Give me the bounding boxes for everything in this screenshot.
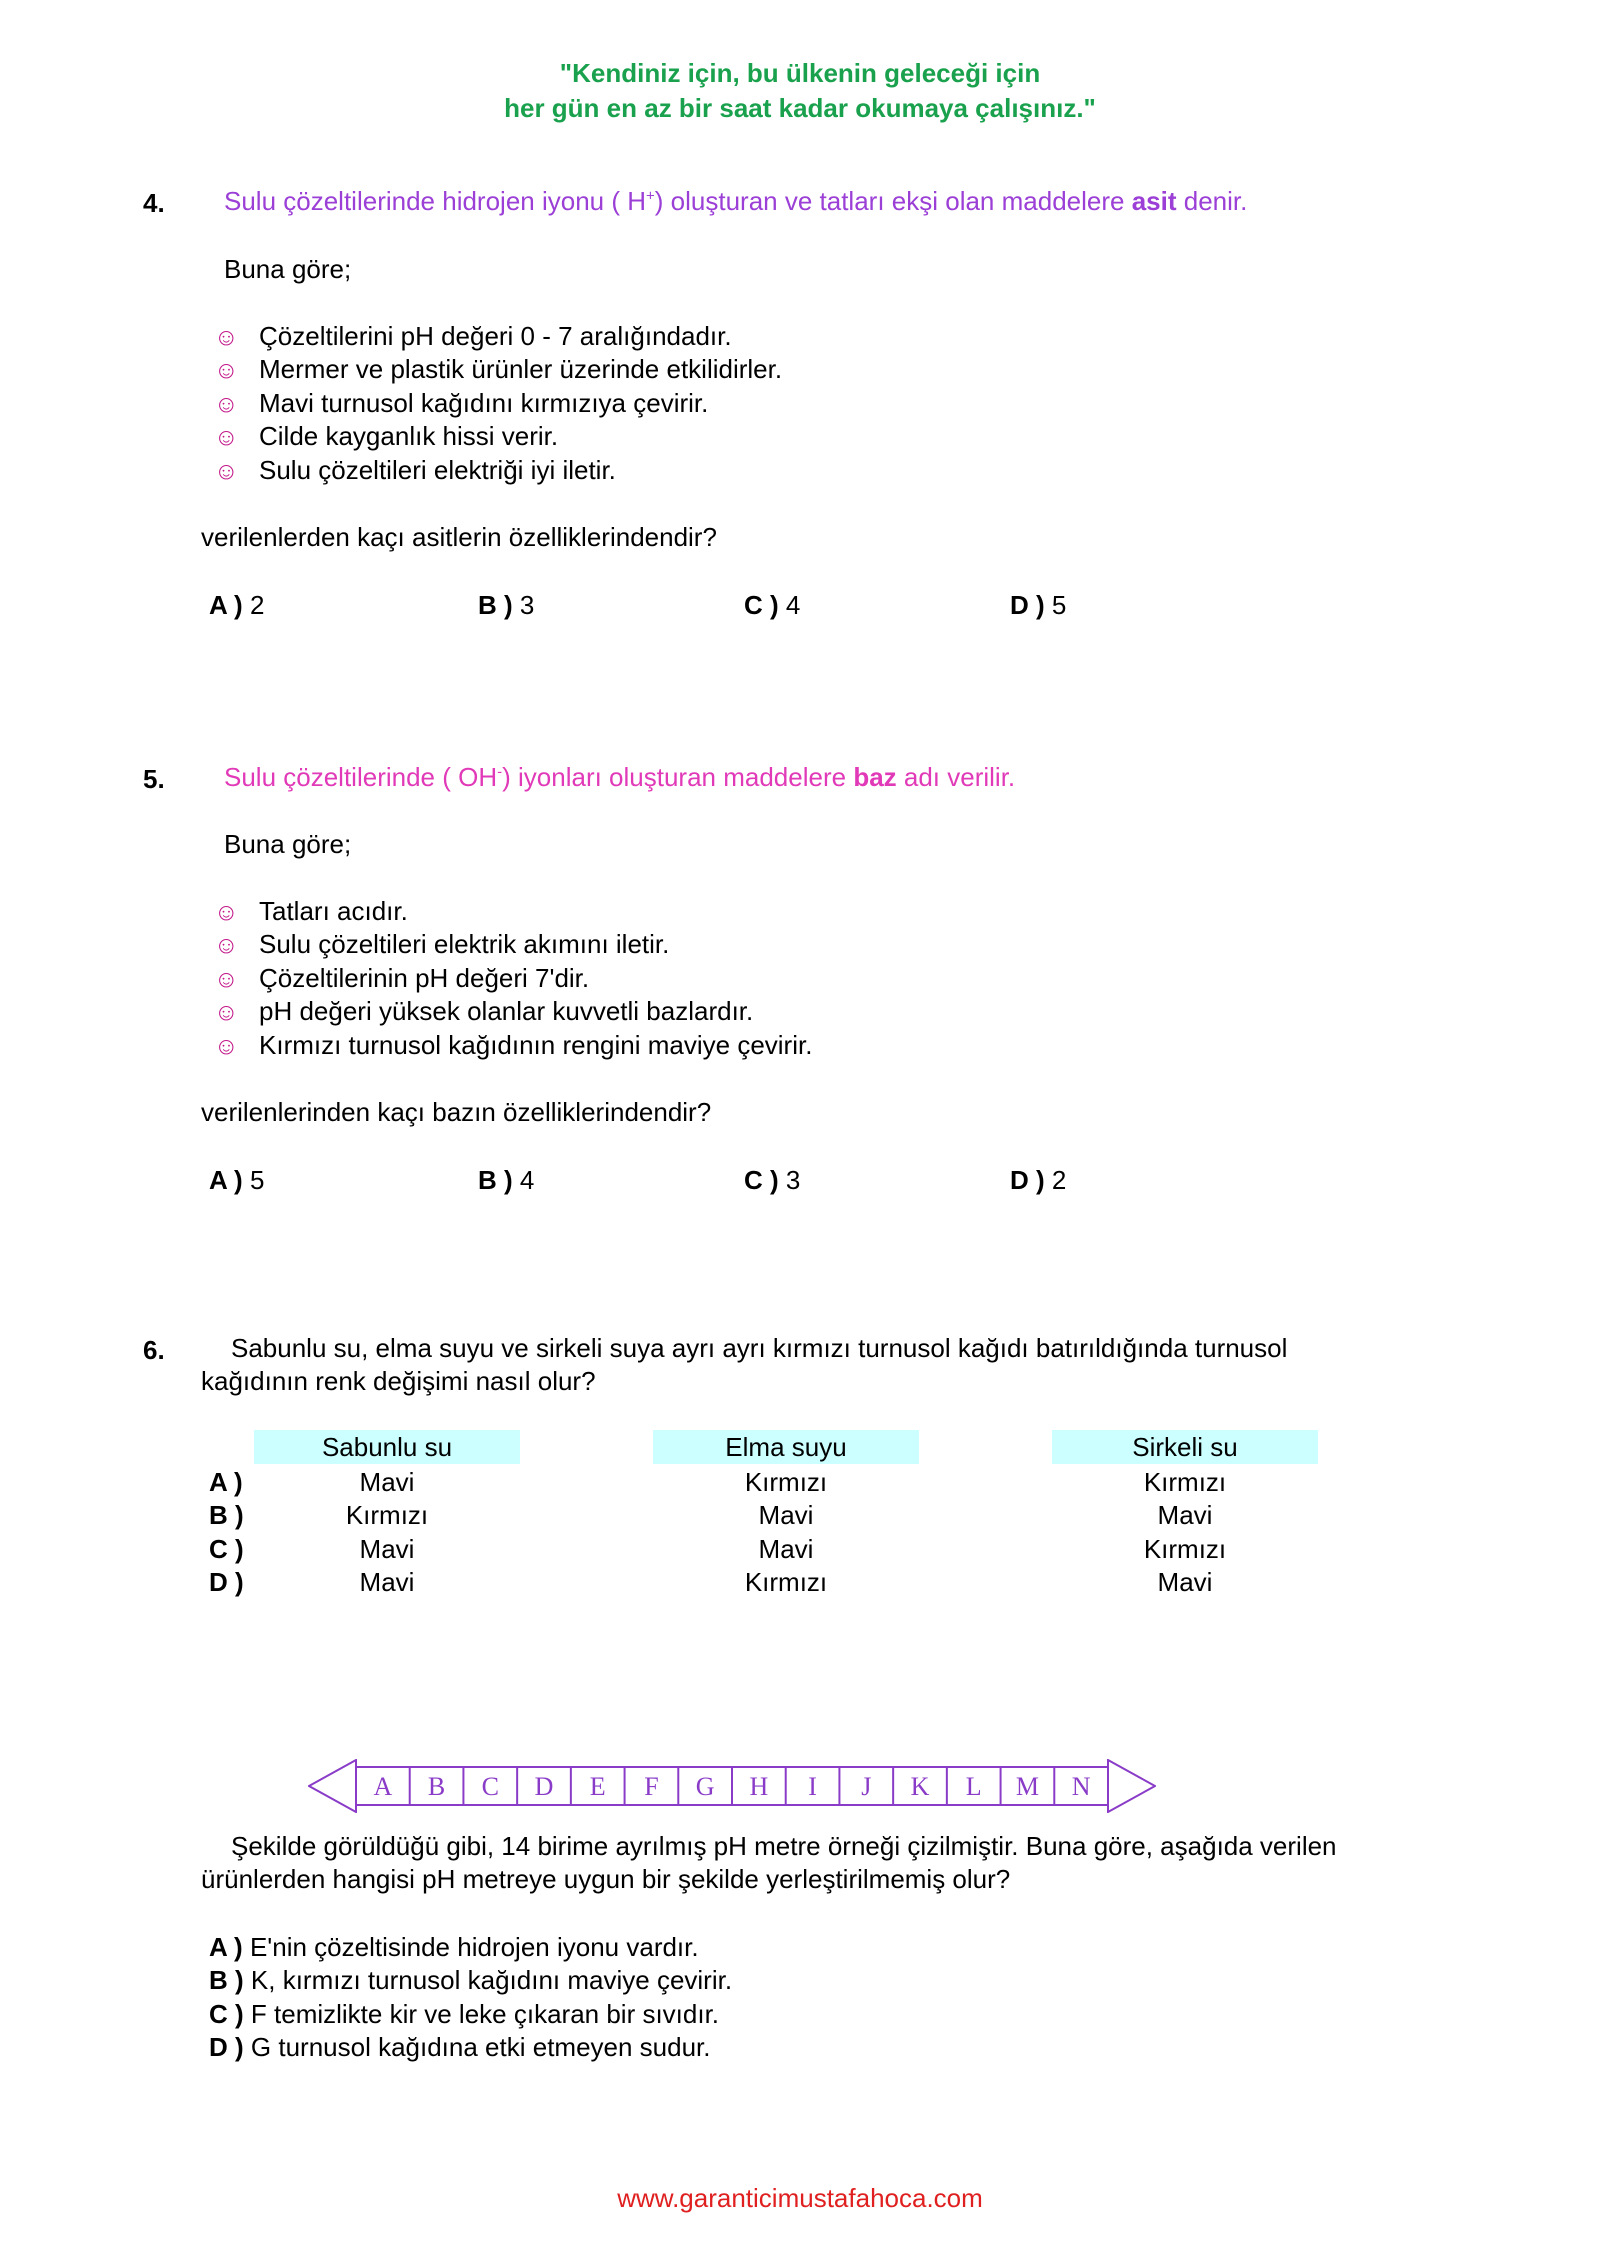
table-cell: Kırmızı [1143,1467,1227,1497]
q4-item: Mavi turnusol kağıdını kırmızıya çevirir. [259,388,709,418]
smiley-icon: ☺ [214,966,239,993]
option-letter: B ) [478,590,513,620]
option-text: 2 [249,590,265,620]
scale-letter-d: D [534,1772,554,1801]
q4-option-d[interactable] [1010,590,1066,621]
q5-item: Tatları acıdır. [259,896,408,926]
question-6-stem-line-2: kağıdının renk değişimi nasıl olur? [201,1366,596,1396]
q4-item: Çözeltilerini pH değeri 0 - 7 aralığındadır. [259,321,732,351]
smiley-icon: ☺ [214,424,239,451]
q4-stem-before: Sulu çözeltilerinde hidrojen iyonu ( H [224,186,647,216]
q4-option-a[interactable] [209,590,264,621]
footer-website[interactable]: www.garanticimustafahoca.com [617,2183,983,2213]
option-letter: A ) [209,1932,243,1962]
question-7-stem-line-1: Şekilde görüldüğü gibi, 14 birime ayrılmış pH metre örneği çizilmiştir. Buna göre, aşağıda verilen [231,1831,1337,1861]
scale-letter-j: J [861,1772,872,1801]
scale-letter-l: L [965,1772,982,1801]
option-letter: D ) [1010,1165,1045,1195]
q5-item: Kırmızı turnusol kağıdının rengini maviye çevirir. [259,1030,813,1060]
q5-option-b[interactable] [478,1165,534,1196]
motto-line-1: "Kendiniz için, bu ülkenin geleceği için [559,58,1041,88]
table-cell: Mavi [359,1567,415,1597]
option-text: G turnusol kağıdına etki etmeyen sudur. [250,2032,711,2062]
motto-line-2: her gün en az bir saat kadar okumaya çalışınız." [504,93,1096,123]
q7-option-d[interactable] [209,2032,711,2063]
table-cell: Mavi [758,1500,814,1530]
scale-letter-m: M [1015,1772,1039,1801]
scale-letter-f: F [644,1772,659,1801]
table-cell: Kırmızı [744,1567,828,1597]
question-5-prompt: verilenlerinden kaçı bazın özelliklerindendir? [201,1097,712,1127]
q5-stem-sup: - [497,763,503,781]
q4-item: Mermer ve plastik ürünler üzerinde etkilidirler. [259,354,783,384]
option-letter: D ) [209,2032,244,2062]
question-4-lead: Buna göre; [224,254,352,284]
option-letter: B ) [478,1165,513,1195]
table-cell: Mavi [359,1467,415,1497]
q7-option-b[interactable] [209,1965,732,1996]
q5-stem-after: adı verilir. [896,762,1016,792]
q4-item: Cilde kayganlık hissi verir. [259,421,559,451]
table-header-sabunlu-su: Sabunlu su [254,1430,520,1464]
q4-option-b[interactable] [478,590,534,621]
q7-option-c[interactable] [209,1999,719,2030]
smiley-icon: ☺ [214,357,239,384]
q5-item: Çözeltilerinin pH değeri 7'dir. [259,963,590,993]
q4-option-c[interactable] [744,590,800,621]
question-number-6: 6. [143,1335,165,1365]
q5-option-d[interactable] [1010,1165,1066,1196]
option-text: 5 [249,1165,265,1195]
table-cell: Mavi [359,1534,415,1564]
smiley-icon: ☺ [214,324,239,351]
option-text: 5 [1051,590,1067,620]
q4-stem-middle: ) oluşturan ve tatları ekşi olan maddelere [654,186,1132,216]
question-4-prompt: verilenlerden kaçı asitlerin özelliklerindendir? [201,522,717,552]
table-cell: Mavi [1157,1567,1213,1597]
ph-scale-figure [308,1759,1156,1813]
smiley-icon: ☺ [214,999,239,1026]
option-text: 3 [519,590,535,620]
q4-stem-sup: + [646,187,655,205]
table-cell: Mavi [758,1534,814,1564]
table-header-sirkeli-su: Sirkeli su [1052,1430,1318,1464]
option-letter: B ) [209,1965,244,1995]
q5-stem-before: Sulu çözeltilerinde ( OH [224,762,498,792]
option-text: F temizlikte kir ve leke çıkaran bir sıvıdır. [250,1999,720,2029]
scale-letter-n: N [1071,1772,1091,1801]
smiley-icon: ☺ [214,458,239,485]
question-number-4: 4. [143,188,165,218]
option-letter: C ) [209,1999,244,2029]
option-letter: A ) [209,590,243,620]
option-text: 3 [785,1165,801,1195]
scale-letter-c: C [481,1772,499,1801]
option-text: 4 [519,1165,535,1195]
scale-letter-k: K [910,1772,930,1801]
scale-arrow-right [1108,1760,1155,1812]
q6-option-letter-c[interactable]: C ) [209,1534,244,1564]
question-5-stem [224,762,1015,793]
scale-letter-e: E [589,1772,606,1801]
table-cell: Kırmızı [345,1500,429,1530]
q4-stem-after: denir. [1176,186,1248,216]
option-letter: C ) [744,1165,779,1195]
q5-option-c[interactable] [744,1165,800,1196]
question-5-lead: Buna göre; [224,829,352,859]
q6-option-letter-d[interactable]: D ) [209,1567,244,1597]
table-cell: Mavi [1157,1500,1213,1530]
q5-stem-middle: ) iyonları oluşturan maddelere [502,762,854,792]
option-text: K, kırmızı turnusol kağıdını maviye çevirir. [250,1965,733,1995]
question-4-stem [224,186,1247,217]
q5-stem-bold: baz [853,762,897,792]
option-text: 2 [1051,1165,1067,1195]
scale-letter-i: I [808,1772,817,1801]
table-cell: Kırmızı [744,1467,828,1497]
question-7-stem-line-2: ürünlerden hangisi pH metreye uygun bir şekilde yerleştirilmemiş olur? [201,1864,1011,1894]
scale-letter-g: G [695,1772,715,1801]
q6-option-letter-a[interactable]: A ) [209,1467,243,1497]
question-number-5: 5. [143,764,165,794]
smiley-icon: ☺ [214,1033,239,1060]
smiley-icon: ☺ [214,899,239,926]
table-header-elma-suyu: Elma suyu [653,1430,919,1464]
option-text: 4 [785,590,801,620]
q7-option-a[interactable] [209,1932,699,1963]
scale-arrow-left [309,1760,356,1812]
option-letter: A ) [209,1165,243,1195]
option-letter: C ) [744,590,779,620]
scale-letter-h: H [749,1772,769,1801]
scale-letter-b: B [427,1772,446,1801]
scale-letter-a: A [373,1772,393,1801]
q5-item: Sulu çözeltileri elektrik akımını iletir. [259,929,670,959]
q4-item: Sulu çözeltileri elektriği iyi iletir. [259,455,616,485]
smiley-icon: ☺ [214,391,239,418]
smiley-icon: ☺ [214,932,239,959]
q5-option-a[interactable] [209,1165,264,1196]
option-text: E'nin çözeltisinde hidrojen iyonu vardır. [249,1932,699,1962]
table-cell: Kırmızı [1143,1534,1227,1564]
option-letter: D ) [1010,590,1045,620]
question-6-stem-line-1: Sabunlu su, elma suyu ve sirkeli suya ayrı ayrı kırmızı turnusol kağıdı batırıldığında turnusol [231,1333,1288,1363]
q4-stem-bold: asit [1131,186,1177,216]
q5-item: pH değeri yüksek olanlar kuvvetli bazlardır. [259,996,754,1026]
q6-option-letter-b[interactable]: B ) [209,1500,244,1530]
